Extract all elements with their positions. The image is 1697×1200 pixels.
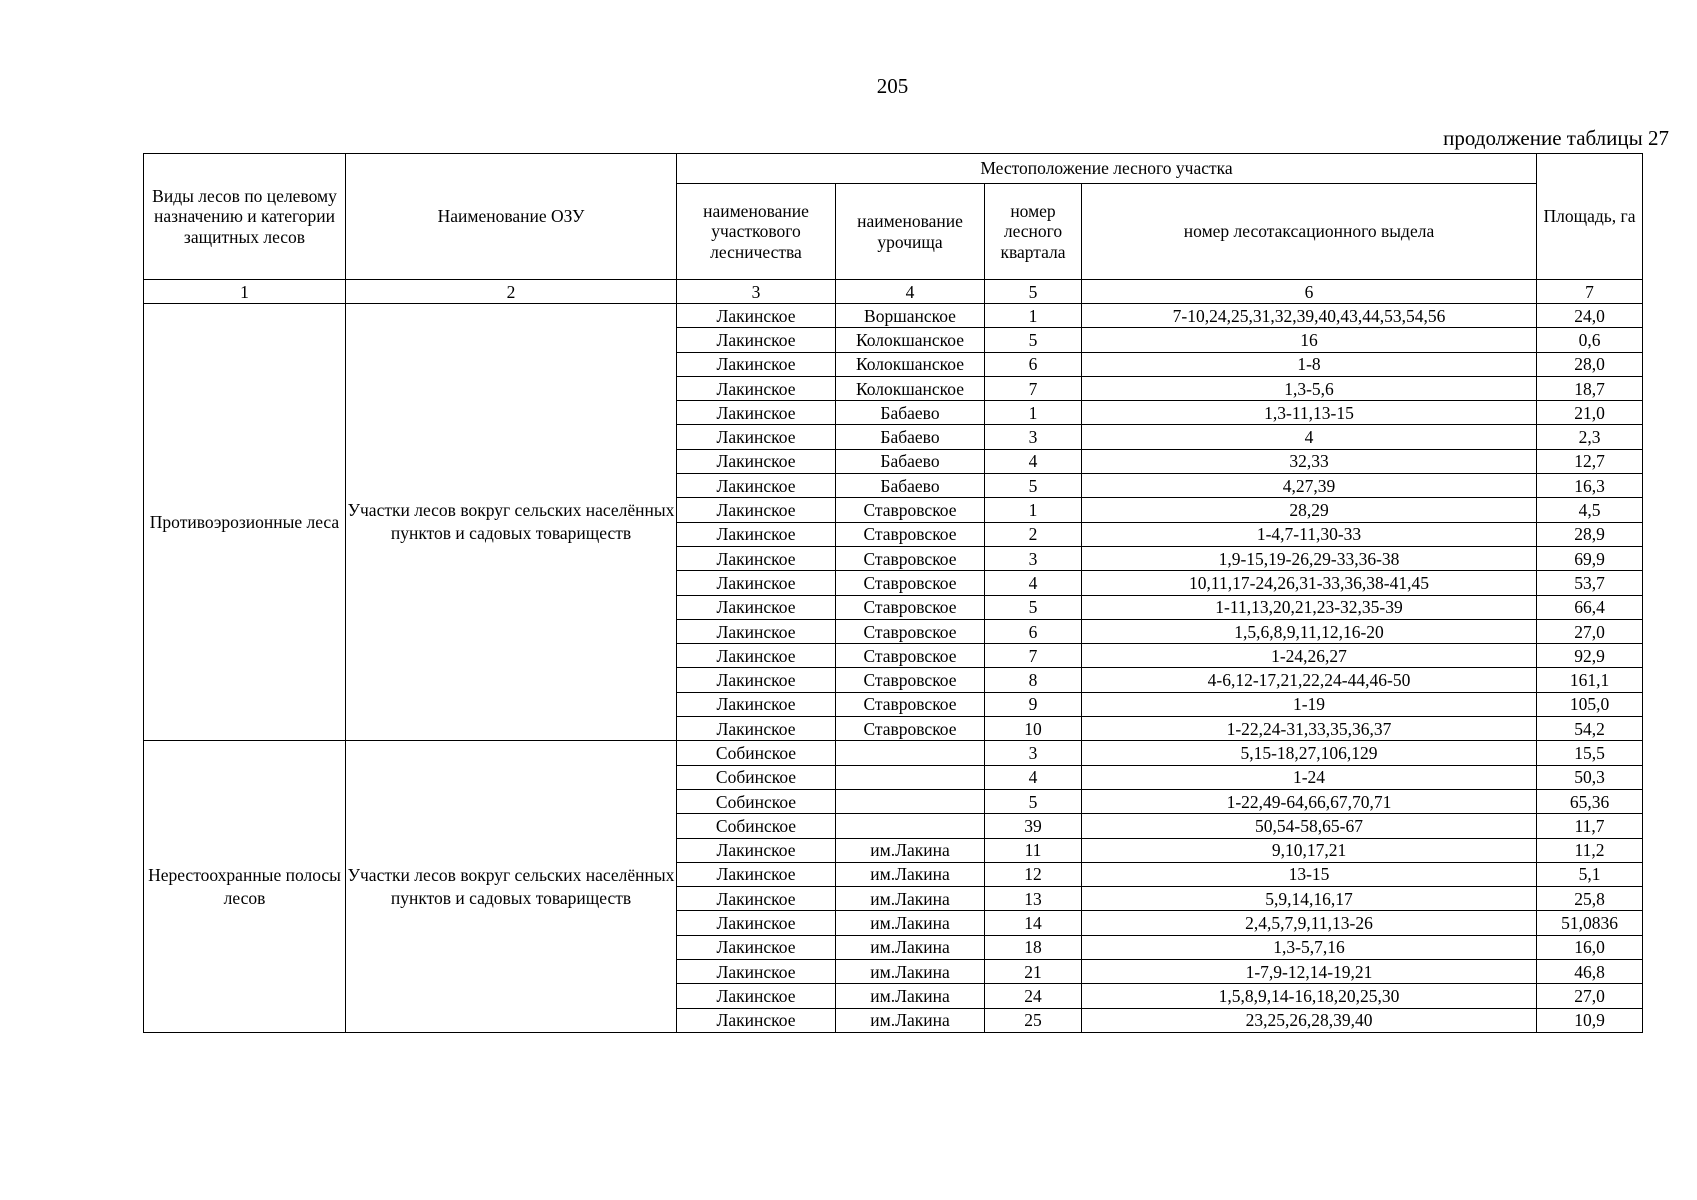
tract-cell: им.Лакина bbox=[836, 984, 985, 1008]
area-cell: 12,7 bbox=[1537, 449, 1643, 473]
header-district: наименование участкового лесничества bbox=[677, 184, 836, 280]
tract-cell: Ставровское bbox=[836, 717, 985, 741]
header-allotment: номер лесотаксационного выдела bbox=[1082, 184, 1537, 280]
quarter-cell: 8 bbox=[985, 668, 1082, 692]
tract-cell: им.Лакина bbox=[836, 911, 985, 935]
column-number: 6 bbox=[1082, 280, 1537, 304]
allotments-cell: 23,25,26,28,39,40 bbox=[1082, 1008, 1537, 1032]
quarter-cell: 7 bbox=[985, 644, 1082, 668]
column-number: 4 bbox=[836, 280, 985, 304]
header-forest-type: Виды лесов по целевому назначению и категории защитных лесов bbox=[144, 154, 346, 280]
quarter-cell: 24 bbox=[985, 984, 1082, 1008]
quarter-cell: 14 bbox=[985, 911, 1082, 935]
district-cell: Лакинское bbox=[677, 425, 836, 449]
area-cell: 5,1 bbox=[1537, 862, 1643, 886]
allotments-cell: 1-11,13,20,21,23-32,35-39 bbox=[1082, 595, 1537, 619]
forest-type-cell: Нерестоохранные полосы лесов bbox=[144, 741, 346, 1033]
column-number-row bbox=[144, 280, 1643, 304]
district-cell: Лакинское bbox=[677, 304, 836, 328]
page-number: 205 bbox=[876, 74, 909, 98]
allotments-cell: 1,3-11,13-15 bbox=[1082, 401, 1537, 425]
allotments-cell: 2,4,5,7,9,11,13-26 bbox=[1082, 911, 1537, 935]
table-body bbox=[144, 304, 1643, 1033]
district-cell: Собинское bbox=[677, 789, 836, 813]
tract-cell: Ставровское bbox=[836, 668, 985, 692]
header-tract: наименование урочища bbox=[836, 184, 985, 280]
district-cell: Лакинское bbox=[677, 935, 836, 959]
district-cell: Лакинское bbox=[677, 522, 836, 546]
area-cell: 2,3 bbox=[1537, 425, 1643, 449]
quarter-cell: 21 bbox=[985, 960, 1082, 984]
allotments-cell: 7-10,24,25,31,32,39,40,43,44,53,54,56 bbox=[1082, 304, 1537, 328]
district-cell: Лакинское bbox=[677, 571, 836, 595]
tract-cell: Колокшанское bbox=[836, 376, 985, 400]
district-cell: Лакинское bbox=[677, 619, 836, 643]
header-area: Площадь, га bbox=[1537, 154, 1643, 280]
tract-cell: Ставровское bbox=[836, 522, 985, 546]
area-cell: 16,0 bbox=[1537, 935, 1643, 959]
district-cell: Собинское bbox=[677, 741, 836, 765]
tract-cell: Ставровское bbox=[836, 644, 985, 668]
quarter-cell: 18 bbox=[985, 935, 1082, 959]
quarter-cell: 11 bbox=[985, 838, 1082, 862]
district-cell: Лакинское bbox=[677, 1008, 836, 1032]
tract-cell: им.Лакина bbox=[836, 1008, 985, 1032]
table-header bbox=[144, 154, 1643, 304]
area-cell: 92,9 bbox=[1537, 644, 1643, 668]
allotments-cell: 4 bbox=[1082, 425, 1537, 449]
forest-type-cell: Противоэрозионные леса bbox=[144, 304, 346, 741]
quarter-cell: 2 bbox=[985, 522, 1082, 546]
tract-cell: Бабаево bbox=[836, 401, 985, 425]
allotments-cell: 28,29 bbox=[1082, 498, 1537, 522]
ozu-name-cell: Участки лесов вокруг сельских населённых пунктов и садовых товариществ bbox=[346, 304, 677, 741]
allotments-cell: 1-22,49-64,66,67,70,71 bbox=[1082, 789, 1537, 813]
table-continuation-label: продолжение таблицы 27 bbox=[1443, 126, 1669, 150]
quarter-cell: 6 bbox=[985, 352, 1082, 376]
district-cell: Лакинское bbox=[677, 717, 836, 741]
allotments-cell: 16 bbox=[1082, 328, 1537, 352]
tract-cell: им.Лакина bbox=[836, 862, 985, 886]
area-cell: 54,2 bbox=[1537, 717, 1643, 741]
area-cell: 15,5 bbox=[1537, 741, 1643, 765]
tract-cell: Ставровское bbox=[836, 595, 985, 619]
quarter-cell: 9 bbox=[985, 692, 1082, 716]
area-cell: 11,7 bbox=[1537, 814, 1643, 838]
tract-cell: Ставровское bbox=[836, 619, 985, 643]
quarter-cell: 5 bbox=[985, 595, 1082, 619]
column-number: 2 bbox=[346, 280, 677, 304]
allotments-cell: 9,10,17,21 bbox=[1082, 838, 1537, 862]
tract-cell: Бабаево bbox=[836, 449, 985, 473]
area-cell: 21,0 bbox=[1537, 401, 1643, 425]
tract-cell bbox=[836, 789, 985, 813]
allotments-cell: 13-15 bbox=[1082, 862, 1537, 886]
district-cell: Лакинское bbox=[677, 668, 836, 692]
tract-cell bbox=[836, 741, 985, 765]
allotments-cell: 1-8 bbox=[1082, 352, 1537, 376]
area-cell: 27,0 bbox=[1537, 619, 1643, 643]
allotments-cell: 1-24 bbox=[1082, 765, 1537, 789]
district-cell: Лакинское bbox=[677, 838, 836, 862]
area-cell: 66,4 bbox=[1537, 595, 1643, 619]
area-cell: 4,5 bbox=[1537, 498, 1643, 522]
quarter-cell: 10 bbox=[985, 717, 1082, 741]
quarter-cell: 7 bbox=[985, 376, 1082, 400]
area-cell: 24,0 bbox=[1537, 304, 1643, 328]
column-number: 5 bbox=[985, 280, 1082, 304]
area-cell: 65,36 bbox=[1537, 789, 1643, 813]
allotments-cell: 1-24,26,27 bbox=[1082, 644, 1537, 668]
header-quarter: номер лесного квартала bbox=[985, 184, 1082, 280]
quarter-cell: 3 bbox=[985, 546, 1082, 570]
area-cell: 53,7 bbox=[1537, 571, 1643, 595]
tract-cell: Воршанское bbox=[836, 304, 985, 328]
quarter-cell: 1 bbox=[985, 498, 1082, 522]
area-cell: 105,0 bbox=[1537, 692, 1643, 716]
allotments-cell: 4,27,39 bbox=[1082, 474, 1537, 498]
tract-cell bbox=[836, 765, 985, 789]
tract-cell: Ставровское bbox=[836, 498, 985, 522]
quarter-cell: 39 bbox=[985, 814, 1082, 838]
quarter-cell: 6 bbox=[985, 619, 1082, 643]
district-cell: Лакинское bbox=[677, 984, 836, 1008]
header-ozu-name: Наименование ОЗУ bbox=[346, 154, 677, 280]
forest-plots-table bbox=[143, 153, 1643, 1033]
tract-cell: им.Лакина bbox=[836, 960, 985, 984]
district-cell: Лакинское bbox=[677, 474, 836, 498]
quarter-cell: 5 bbox=[985, 474, 1082, 498]
quarter-cell: 3 bbox=[985, 741, 1082, 765]
area-cell: 46,8 bbox=[1537, 960, 1643, 984]
allotments-cell: 1,9-15,19-26,29-33,36-38 bbox=[1082, 546, 1537, 570]
district-cell: Лакинское bbox=[677, 644, 836, 668]
column-number: 3 bbox=[677, 280, 836, 304]
quarter-cell: 12 bbox=[985, 862, 1082, 886]
allotments-cell: 10,11,17-24,26,31-33,36,38-41,45 bbox=[1082, 571, 1537, 595]
allotments-cell: 4-6,12-17,21,22,24-44,46-50 bbox=[1082, 668, 1537, 692]
district-cell: Лакинское bbox=[677, 449, 836, 473]
quarter-cell: 1 bbox=[985, 401, 1082, 425]
header-location-group: Местоположение лесного участка bbox=[677, 154, 1537, 184]
area-cell: 10,9 bbox=[1537, 1008, 1643, 1032]
area-cell: 69,9 bbox=[1537, 546, 1643, 570]
area-cell: 50,3 bbox=[1537, 765, 1643, 789]
area-cell: 27,0 bbox=[1537, 984, 1643, 1008]
tract-cell: Бабаево bbox=[836, 425, 985, 449]
tract-cell: Ставровское bbox=[836, 571, 985, 595]
area-cell: 11,2 bbox=[1537, 838, 1643, 862]
allotments-cell: 50,54-58,65-67 bbox=[1082, 814, 1537, 838]
quarter-cell: 1 bbox=[985, 304, 1082, 328]
district-cell: Лакинское bbox=[677, 328, 836, 352]
area-cell: 28,9 bbox=[1537, 522, 1643, 546]
tract-cell: Ставровское bbox=[836, 692, 985, 716]
quarter-cell: 5 bbox=[985, 789, 1082, 813]
district-cell: Собинское bbox=[677, 765, 836, 789]
allotments-cell: 1,3-5,6 bbox=[1082, 376, 1537, 400]
district-cell: Лакинское bbox=[677, 862, 836, 886]
quarter-cell: 4 bbox=[985, 449, 1082, 473]
allotments-cell: 1,3-5,7,16 bbox=[1082, 935, 1537, 959]
quarter-cell: 4 bbox=[985, 765, 1082, 789]
tract-cell: им.Лакина bbox=[836, 838, 985, 862]
district-cell: Лакинское bbox=[677, 401, 836, 425]
tract-cell: Колокшанское bbox=[836, 352, 985, 376]
area-cell: 0,6 bbox=[1537, 328, 1643, 352]
allotments-cell: 5,15-18,27,106,129 bbox=[1082, 741, 1537, 765]
tract-cell: Бабаево bbox=[836, 474, 985, 498]
allotments-cell: 1-4,7-11,30-33 bbox=[1082, 522, 1537, 546]
allotments-cell: 32,33 bbox=[1082, 449, 1537, 473]
allotments-cell: 1,5,8,9,14-16,18,20,25,30 bbox=[1082, 984, 1537, 1008]
district-cell: Лакинское bbox=[677, 352, 836, 376]
allotments-cell: 1,5,6,8,9,11,12,16-20 bbox=[1082, 619, 1537, 643]
district-cell: Лакинское bbox=[677, 911, 836, 935]
tract-cell: Ставровское bbox=[836, 546, 985, 570]
allotments-cell: 1-22,24-31,33,35,36,37 bbox=[1082, 717, 1537, 741]
area-cell: 16,3 bbox=[1537, 474, 1643, 498]
district-cell: Лакинское bbox=[677, 595, 836, 619]
allotments-cell: 1-7,9-12,14-19,21 bbox=[1082, 960, 1537, 984]
area-cell: 25,8 bbox=[1537, 887, 1643, 911]
quarter-cell: 4 bbox=[985, 571, 1082, 595]
column-number: 7 bbox=[1537, 280, 1643, 304]
district-cell: Лакинское bbox=[677, 546, 836, 570]
tract-cell: им.Лакина bbox=[836, 935, 985, 959]
area-cell: 51,0836 bbox=[1537, 911, 1643, 935]
allotments-cell: 5,9,14,16,17 bbox=[1082, 887, 1537, 911]
quarter-cell: 5 bbox=[985, 328, 1082, 352]
table-row bbox=[144, 741, 1643, 765]
district-cell: Лакинское bbox=[677, 960, 836, 984]
quarter-cell: 25 bbox=[985, 1008, 1082, 1032]
district-cell: Лакинское bbox=[677, 887, 836, 911]
district-cell: Лакинское bbox=[677, 692, 836, 716]
quarter-cell: 3 bbox=[985, 425, 1082, 449]
area-cell: 161,1 bbox=[1537, 668, 1643, 692]
tract-cell: им.Лакина bbox=[836, 887, 985, 911]
allotments-cell: 1-19 bbox=[1082, 692, 1537, 716]
district-cell: Лакинское bbox=[677, 498, 836, 522]
district-cell: Лакинское bbox=[677, 376, 836, 400]
area-cell: 28,0 bbox=[1537, 352, 1643, 376]
tract-cell bbox=[836, 814, 985, 838]
table-row bbox=[144, 304, 1643, 328]
tract-cell: Колокшанское bbox=[836, 328, 985, 352]
column-number: 1 bbox=[144, 280, 346, 304]
ozu-name-cell: Участки лесов вокруг сельских населённых пунктов и садовых товариществ bbox=[346, 741, 677, 1033]
district-cell: Собинское bbox=[677, 814, 836, 838]
area-cell: 18,7 bbox=[1537, 376, 1643, 400]
quarter-cell: 13 bbox=[985, 887, 1082, 911]
